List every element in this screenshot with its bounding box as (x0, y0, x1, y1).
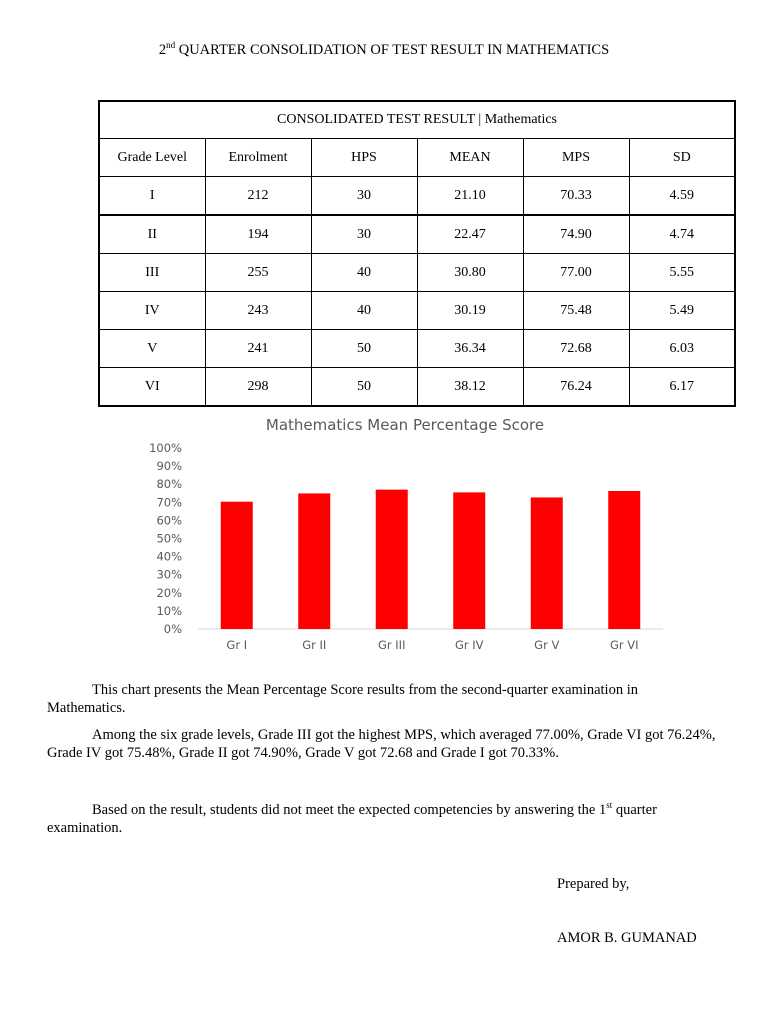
paragraph-intro (47, 681, 719, 717)
table-cell: I (99, 177, 205, 216)
table-cell: 40 (311, 292, 417, 330)
table-cell: II (99, 215, 205, 254)
y-tick-label: 10% (156, 603, 182, 618)
bar (608, 491, 640, 629)
paragraph-ranking (47, 726, 719, 762)
column-header: Grade Level (99, 139, 205, 177)
bar (376, 490, 408, 629)
column-header: HPS (311, 139, 417, 177)
table-cell: 76.24 (523, 368, 629, 407)
table-header: CONSOLIDATED TEST RESULT | Mathematics (99, 101, 735, 139)
title-ordinal-number: 2 (158, 42, 167, 58)
x-tick-label: Gr II (302, 638, 327, 652)
paragraph-intro-text: This chart presents the Mean Percentage Score results from the second-quarter examination in Mathematics. (47, 682, 638, 716)
signer-name: AMOR B. GUMANAD (557, 930, 697, 946)
table-cell: 38.12 (417, 368, 523, 407)
y-tick-label: 100% (149, 441, 182, 455)
table-cell: 21.10 (417, 177, 523, 216)
y-tick-label: 80% (156, 477, 182, 492)
paragraph-conclusion-sup: st (606, 800, 613, 810)
column-header: SD (629, 139, 735, 177)
table-cell: 255 (205, 254, 311, 292)
table-cell: 4.59 (629, 177, 735, 216)
paragraph-ranking-text: Among the six grade levels, Grade III got the highest MPS, which averaged 77.00%, Grade VI got 76.24%, Grade IV got 75.48%, Grade II got 74.90%, Grade V got 72.68 and Grade I got 70.33%. (47, 727, 716, 761)
x-tick-label: Gr I (226, 638, 248, 652)
table-cell: 6.03 (629, 330, 735, 368)
page-title (0, 42, 768, 59)
table-row (99, 254, 735, 292)
y-tick-label: 30% (156, 567, 182, 582)
y-tick-label: 90% (156, 459, 182, 474)
chart-title: Mathematics Mean Percentage Score (265, 416, 545, 434)
title-text: QUARTER CONSOLIDATION OF TEST RESULT IN MATHEMATICS (175, 42, 610, 58)
table-row (99, 330, 735, 368)
prepared-by-label: Prepared by, (557, 876, 630, 892)
bar (298, 493, 330, 629)
table-cell: 243 (205, 292, 311, 330)
x-tick-label: Gr III (378, 638, 406, 652)
table-cell: 6.17 (629, 368, 735, 407)
table-cell: 241 (205, 330, 311, 368)
column-header: MPS (523, 139, 629, 177)
paragraph-conclusion (47, 801, 719, 837)
table-cell: III (99, 254, 205, 292)
table-cell: 194 (205, 215, 311, 254)
table-cell: 36.34 (417, 330, 523, 368)
table-row (99, 292, 735, 330)
table-cell: 70.33 (523, 177, 629, 216)
table-cell: 5.49 (629, 292, 735, 330)
table-cell: 212 (205, 177, 311, 216)
table-cell: 22.47 (417, 215, 523, 254)
table-cell: 30.19 (417, 292, 523, 330)
x-tick-label: Gr IV (454, 638, 484, 652)
table-cell: 40 (311, 254, 417, 292)
table-row (99, 177, 735, 216)
column-header: Enrolment (205, 139, 311, 177)
table-cell: 5.55 (629, 254, 735, 292)
table-cell: 74.90 (523, 215, 629, 254)
bar (531, 497, 563, 629)
table-cell: 72.68 (523, 330, 629, 368)
table-cell: 75.48 (523, 292, 629, 330)
table-cell: IV (99, 292, 205, 330)
y-tick-label: 20% (156, 585, 182, 600)
table-cell: 30 (311, 215, 417, 254)
column-header: MEAN (417, 139, 523, 177)
bar (453, 492, 485, 629)
bar (221, 502, 253, 629)
consolidated-result-table (98, 100, 736, 407)
y-tick-label: 50% (156, 531, 182, 546)
column-header-row (99, 139, 735, 177)
table-cell: 4.74 (629, 215, 735, 254)
y-tick-label: 40% (156, 549, 182, 564)
table-cell: 298 (205, 368, 311, 407)
table-cell: VI (99, 368, 205, 407)
table-cell: V (99, 330, 205, 368)
mps-bar-chart (130, 410, 675, 660)
paragraph-conclusion-tail: quarter examination. (47, 802, 657, 836)
table-cell: 50 (311, 330, 417, 368)
table-cell: 30.80 (417, 254, 523, 292)
table-cell: 77.00 (523, 254, 629, 292)
x-tick-label: Gr V (534, 638, 560, 652)
y-tick-label: 0% (163, 622, 182, 636)
table-cell: 50 (311, 368, 417, 407)
title-ordinal-suffix: nd (166, 40, 176, 50)
table-cell: 30 (311, 177, 417, 216)
y-tick-label: 60% (156, 513, 182, 528)
y-tick-label: 70% (156, 495, 182, 510)
table-row (99, 215, 735, 254)
paragraph-conclusion-text: Based on the result, students did not meet the expected competencies by answering the 1 (92, 802, 607, 818)
table-row (99, 368, 735, 407)
x-tick-label: Gr VI (609, 638, 639, 652)
